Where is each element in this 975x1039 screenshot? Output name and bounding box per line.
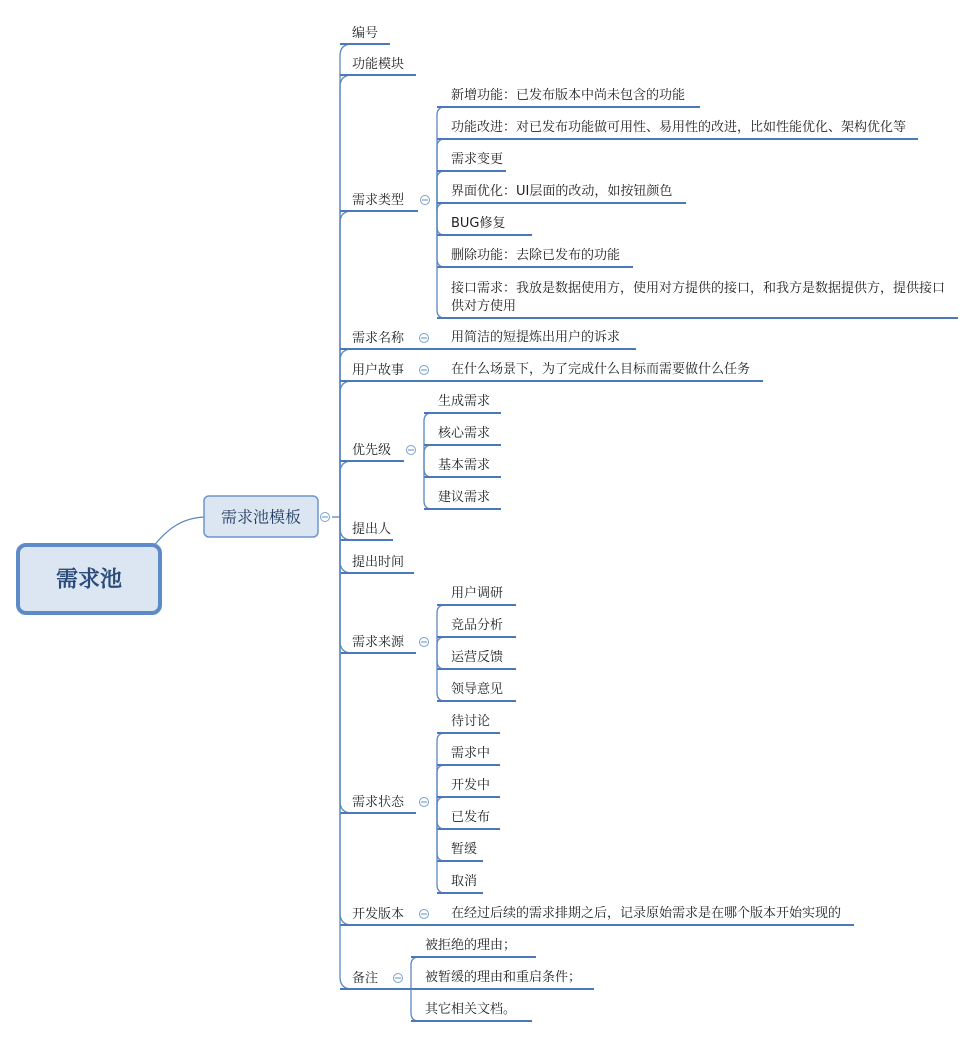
branch-6 [340, 393, 501, 517]
leaf-label: 新增功能：已发布版本中尚未包含的功能 [451, 88, 686, 103]
branch-label[interactable]: 提出人 [352, 522, 392, 537]
leaf-label: 取消 [451, 874, 478, 889]
leaf-item[interactable] [416, 905, 854, 925]
leaf-item[interactable] [437, 211, 532, 235]
branch-label[interactable]: 提出时间 [352, 555, 405, 570]
branch-label[interactable]: 功能模块 [352, 57, 405, 72]
root-label: 需求池 [55, 567, 123, 593]
branch-9 [340, 517, 516, 701]
branch-7 [340, 517, 393, 540]
leaf-connector [437, 733, 500, 813]
branch-4 [340, 329, 636, 517]
leaf-label: 被暂缓的理由和重启条件； [425, 970, 582, 985]
branch-collapse-icon[interactable] [420, 366, 429, 375]
leaf-item[interactable] [437, 777, 500, 813]
leaf-label: 核心需求 [438, 426, 491, 441]
branch-label[interactable]: 优先级 [352, 443, 392, 458]
leaf-label: 用简洁的短提炼出用户的诉求 [451, 330, 621, 345]
leaf-item[interactable] [437, 211, 958, 318]
leaf-label: 用户调研 [451, 586, 504, 601]
branch-connector [340, 461, 404, 517]
leaf-label: 界面优化：UI层面的改动，如按钮颜色 [451, 184, 673, 199]
leaf-label: 在什么场景下，为了完成什么目标而需要做什么任务 [451, 362, 751, 377]
leaf-item[interactable] [437, 617, 516, 653]
branch-collapse-icon[interactable] [420, 638, 429, 647]
branch-connector [340, 517, 416, 653]
branch-label[interactable]: 需求名称 [352, 331, 405, 346]
branch-connector [340, 517, 416, 925]
branch-collapse-icon[interactable] [420, 334, 429, 343]
leaf-label: 生成需求 [438, 394, 491, 409]
branch-collapse-icon[interactable] [420, 910, 429, 919]
leaf-label: 基本需求 [438, 458, 491, 473]
leaf-label: 暂缓 [451, 842, 478, 857]
leaf-label: 接口需求：我放是数据使用方，使用对方提供的接口，和我方是数据提供方，提供接口 [451, 281, 946, 296]
leaf-label: 功能改进：对已发布功能做可用性、易用性的改进，比如性能优化、架构优化等 [451, 120, 907, 135]
root-node[interactable] [18, 545, 160, 613]
leaf-label: 其它相关文档。 [425, 1002, 517, 1017]
leaf-connector [437, 203, 686, 211]
leaf-label: 领导意见 [451, 682, 504, 697]
leaf-label: 运营反馈 [451, 650, 504, 665]
branch-3 [340, 87, 958, 517]
leaf-label: 需求中 [451, 746, 491, 761]
leaf-label: 删除功能：去除已发布的功能 [451, 248, 621, 263]
leaf-item[interactable] [424, 425, 501, 461]
branch-collapse-icon[interactable] [394, 974, 403, 983]
branch-label[interactable]: 备注 [352, 971, 379, 986]
branch-5 [340, 361, 763, 517]
main-topic-label: 需求池模板 [220, 507, 302, 527]
branch-label[interactable]: 开发版本 [352, 907, 405, 922]
main-topic-node[interactable] [204, 496, 318, 537]
branch-collapse-icon[interactable] [420, 798, 429, 807]
leaf-label: 已发布 [451, 810, 491, 825]
leaf-label: 建议需求 [438, 490, 491, 505]
root-connector [152, 517, 205, 548]
branch-label[interactable]: 用户故事 [352, 363, 405, 378]
leaf-item[interactable] [437, 183, 686, 211]
branch-label[interactable]: 编号 [352, 26, 379, 41]
leaf-label: BUG修复 [451, 216, 506, 231]
leaf-item[interactable] [424, 457, 501, 477]
leaf-item[interactable] [411, 989, 532, 1021]
leaf-label: 竞品分析 [451, 618, 504, 633]
branch-label[interactable]: 需求状态 [352, 795, 405, 810]
leaf-connector [437, 139, 918, 211]
branch-collapse-icon[interactable] [421, 196, 430, 205]
branch-collapse-icon[interactable] [407, 446, 416, 455]
leaf-item[interactable] [414, 329, 636, 349]
branch-label[interactable]: 需求来源 [352, 635, 405, 650]
leaf-label-line2: 供对方使用 [451, 299, 517, 314]
leaf-label: 被拒绝的理由； [425, 938, 517, 953]
leaf-label: 开发中 [451, 778, 491, 793]
leaf-item[interactable] [390, 969, 594, 989]
leaf-item[interactable] [414, 361, 763, 381]
leaf-label: 在经过后续的需求排期之后，记录原始需求是在哪个版本开始实现的 [451, 906, 842, 921]
leaf-label: 待讨论 [451, 714, 491, 729]
leaf-label: 需求变更 [451, 152, 504, 167]
leaf-item[interactable] [437, 649, 516, 669]
leaf-item[interactable] [437, 810, 500, 829]
collapse-toggle-icon[interactable] [321, 513, 330, 522]
branches-layer [332, 26, 958, 1021]
branch-label[interactable]: 需求类型 [352, 193, 405, 208]
branch-11 [340, 517, 854, 925]
